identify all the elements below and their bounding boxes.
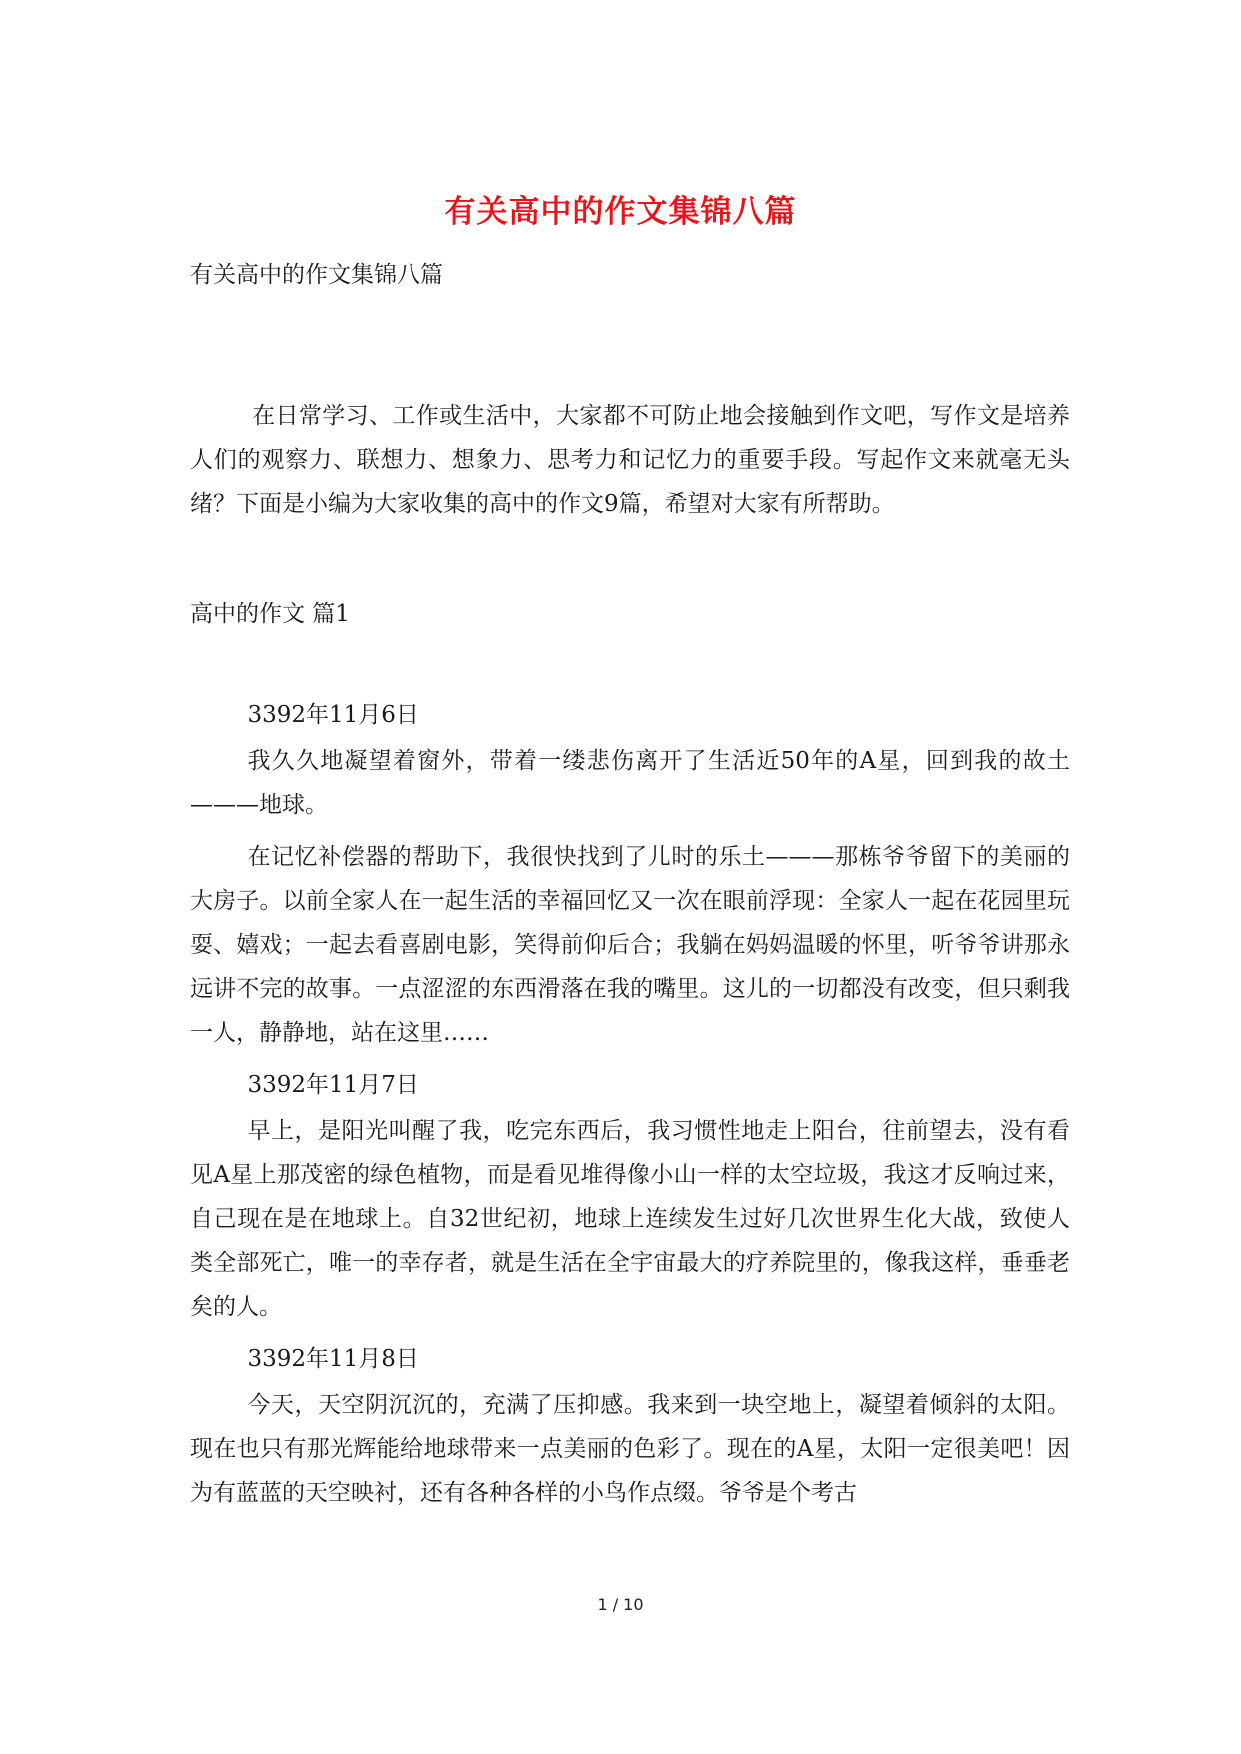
intro-paragraph: 在日常学习、工作或生活中，大家都不可防止地会接触到作文吧，写作文是培养人们的观察力、联想力、想象力、思考力和记忆力的重要手段。写起作文来就毫无头绪？下面是小编为大家收集的高中的作文9篇，希望对大家有所帮助。 (190, 403, 1070, 517)
section-heading: 高中的作文 篇1 (190, 601, 350, 627)
entry-paragraph: 今天，天空阴沉沉的，充满了压抑感。我来到一块空地上，凝望着倾斜的太阳。现在也只有那光辉能给地球带来一点美丽的色彩了。现在的A星，太阳一定很美吧！因为有蓝蓝的天空映衬，还有各种各样的小鸟作点缀。爷爷是个考古 (190, 1392, 1070, 1506)
document-subtitle: 有关高中的作文集锦八篇 (190, 262, 443, 288)
entry-date: 3392年11月6日 (247, 702, 419, 728)
entry-date: 3392年11月8日 (247, 1346, 419, 1372)
entry-date: 3392年11月7日 (247, 1072, 419, 1098)
page-number: 1 / 10 (597, 1595, 644, 1614)
entry-paragraph: 我久久地凝望着窗外，带着一缕悲伤离开了生活近50年的A星，回到我的故土———地球。 (190, 748, 1070, 818)
entry-paragraph: 早上，是阳光叫醒了我，吃完东西后，我习惯性地走上阳台，往前望去，没有看见A星上那茂密的绿色植物，而是看见堆得像小山一样的太空垃圾，我这才反响过来，自己现在是在地球上。自32世纪初，地球上连续发生过好几次世界生化大战，致使人类全部死亡，唯一的幸存者，就是生活在全宇宙最大的疗养院里的，像我这样，垂垂老矣的人。 (190, 1118, 1070, 1320)
document-title: 有关高中的作文集锦八篇 (444, 194, 797, 230)
entry-paragraph: 在记忆补偿器的帮助下，我很快找到了儿时的乐土———那栋爷爷留下的美丽的大房子。以前全家人在一起生活的幸福回忆又一次在眼前浮现：全家人一起在花园里玩耍、嬉戏；一起去看喜剧电影，笑得前仰后合；我躺在妈妈温暖的怀里，听爷爷讲那永远讲不完的故事。一点涩涩的东西滑落在我的嘴里。这儿的一切都没有改变，但只剩我一人，静静地，站在这里…… (190, 844, 1070, 1046)
diary-entries (190, 693, 1070, 1523)
